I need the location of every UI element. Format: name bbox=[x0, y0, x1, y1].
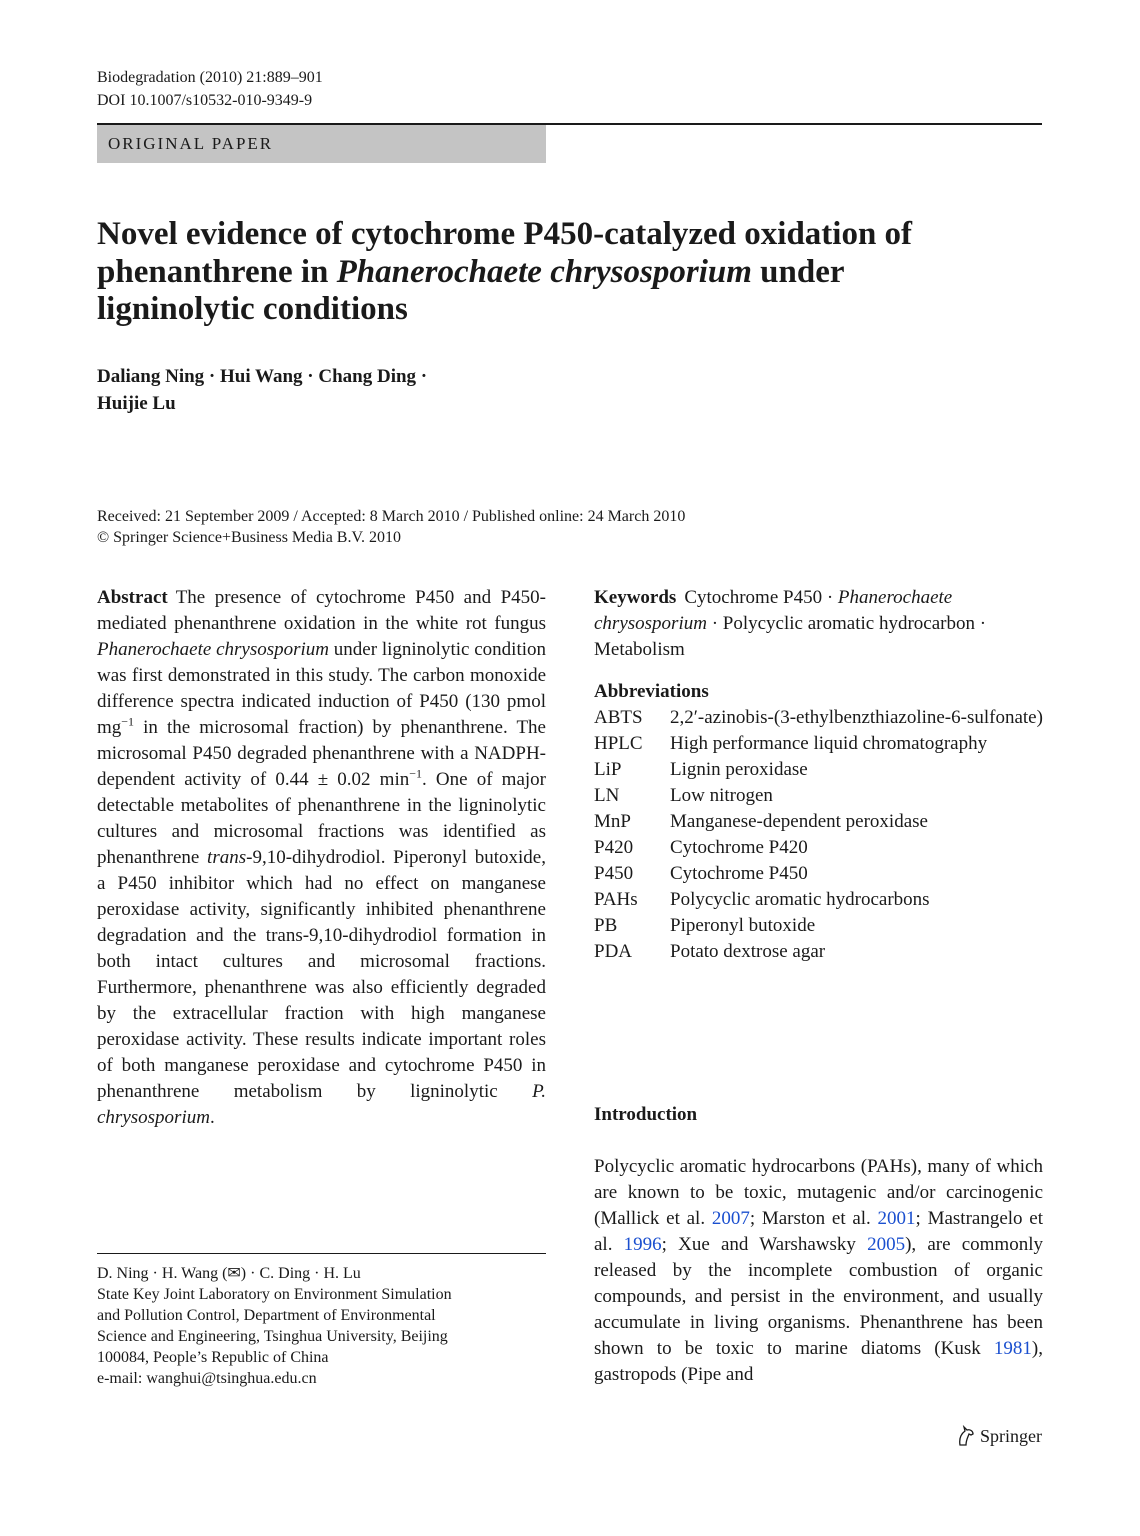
affiliation-line: Science and Engineering, Tsinghua University, Beijing bbox=[97, 1328, 448, 1345]
citation-link[interactable]: 1981 bbox=[993, 1338, 1032, 1359]
keywords-label: Keywords bbox=[594, 587, 677, 608]
author-line-2: Huijie Lu bbox=[97, 393, 176, 414]
paper-title: Novel evidence of cytochrome P450-catalyzed oxidation of phenanthrene in Phanerochaete chrysosporium under ligninolytic conditions bbox=[97, 216, 913, 327]
title-species: Phanerochaete chrysosporium bbox=[336, 253, 752, 290]
copyright-notice: © Springer Science+Business Media B.V. 2010 bbox=[97, 529, 401, 546]
abbreviation-row: HPLC High performance liquid chromatography bbox=[594, 733, 988, 754]
affiliation-email[interactable]: e-mail: wanghui@tsinghua.edu.cn bbox=[97, 1370, 317, 1387]
paper-type-banner: ORIGINAL PAPER bbox=[97, 125, 546, 163]
abbreviation-row: LiP Lignin peroxidase bbox=[594, 759, 808, 780]
abbreviations-list bbox=[594, 705, 1043, 965]
abbreviation-row: PAHs Polycyclic aromatic hydrocarbons bbox=[594, 889, 930, 910]
abbreviation-row: P420 Cytochrome P420 bbox=[594, 837, 808, 858]
abbreviation-row: PDA Potato dextrose agar bbox=[594, 941, 826, 962]
citation-link[interactable]: 2007 bbox=[711, 1208, 750, 1229]
abstract-label: Abstract bbox=[97, 587, 168, 608]
citation-link[interactable]: 2005 bbox=[867, 1234, 906, 1255]
abstract: Abstract The presence of cytochrome P450 and P450-mediated phenanthrene oxidation in the white rot fungus Phanerochaete chrysosporium under ligninolytic condition was first demonstrated in this study. The carbon monoxide difference spectra indicated induction of P450 (130 pmol $mg^{-1}$ in the microsomal fraction) by phenanthrene. The microsomal P450 degraded phenanthrene with a NADPH-dependent activity of 0.44 ± 0.02 $\min^{-1}$. One of major detectable metabolites of phenanthrene in the ligninolytic cultures and microsomal fractions was identified as phenanthrene trans-9,10-dihydrodiol. Piperonyl butoxide, a P450 inhibitor which had no effect on manganese peroxidase activity, significantly inhibited phenanthrene degradation and the trans-9,10-dihydrodiol formation in both intact cultures and microsomal fractions. Furthermore, phenanthrene was also efficiently degraded by the extracellular fraction with high manganese peroxidase activity. These results indicate important roles of both manganese peroxidase and cytochrome P450 in phenanthrene metabolism by ligninolytic P. chrysosporium. bbox=[97, 587, 546, 1128]
keywords-abbreviations bbox=[594, 585, 1043, 965]
abbreviation-row: PB Piperonyl butoxide bbox=[594, 915, 816, 936]
abbreviations-heading: Abbreviations bbox=[594, 681, 709, 702]
author-list bbox=[97, 363, 597, 417]
citation-link[interactable]: 2001 bbox=[877, 1208, 916, 1229]
abbreviation-row: MnP Manganese-dependent peroxidase bbox=[594, 811, 928, 832]
publisher-logo bbox=[956, 1424, 1042, 1448]
author-affiliation bbox=[97, 1263, 546, 1389]
abbreviation-row: ABTS 2,2′-azinobis-(3-ethylbenzthiazoline-6-sulfonate) bbox=[594, 707, 1043, 728]
footnote-rule bbox=[97, 1253, 546, 1254]
citation-link[interactable]: 1996 bbox=[623, 1234, 662, 1255]
springer-horse-icon bbox=[956, 1425, 976, 1447]
abbreviation-row: P450 Cytochrome P450 bbox=[594, 863, 808, 884]
introduction-body: Polycyclic aromatic hydrocarbons (PAHs), many of which are known to be toxic, mutagenic and/or carcinogenic (Mallick et al. 2007; Marston et al. 2001; Mastrangelo et al. 1996; Xue and Warshawsky 2005), are commonly released by the incomplete combustion of organic compounds, and persist in the environment, and usually accumulate in living organisms. Phenanthrene has been shown to be toxic to marine diatoms (Kusk 1981), gastropods (Pipe and bbox=[594, 1156, 1043, 1385]
affiliation-line: State Key Joint Laboratory on Environment Simulation bbox=[97, 1286, 452, 1303]
affiliation-line: 100084, People’s Republic of China bbox=[97, 1349, 329, 1366]
journal-doi[interactable]: DOI 10.1007/s10532-010-9349-9 bbox=[97, 92, 313, 109]
publication-history: Received: 21 September 2009 / Accepted: 8 March 2010 / Published online: 24 March 2010 bbox=[97, 508, 686, 525]
journal-citation: Biodegradation (2010) 21:889–901 bbox=[97, 69, 323, 86]
keywords: Keywords Cytochrome P450 · Phanerochaete chrysosporium · Polycyclic aromatic hydrocarbon · Metabolism bbox=[594, 587, 987, 660]
affiliation-authors: D. Ning · H. Wang (✉) · C. Ding · H. Lu bbox=[97, 1265, 361, 1282]
affiliation-line: and Pollution Control, Department of Environmental bbox=[97, 1307, 436, 1324]
author-line-1: Daliang Ning · Hui Wang · Chang Ding · bbox=[97, 366, 428, 387]
introduction-heading: Introduction bbox=[594, 1104, 698, 1125]
publisher-name: Springer bbox=[980, 1426, 1042, 1446]
abbreviation-row: LN Low nitrogen bbox=[594, 785, 773, 806]
publication-dates bbox=[97, 506, 1037, 548]
